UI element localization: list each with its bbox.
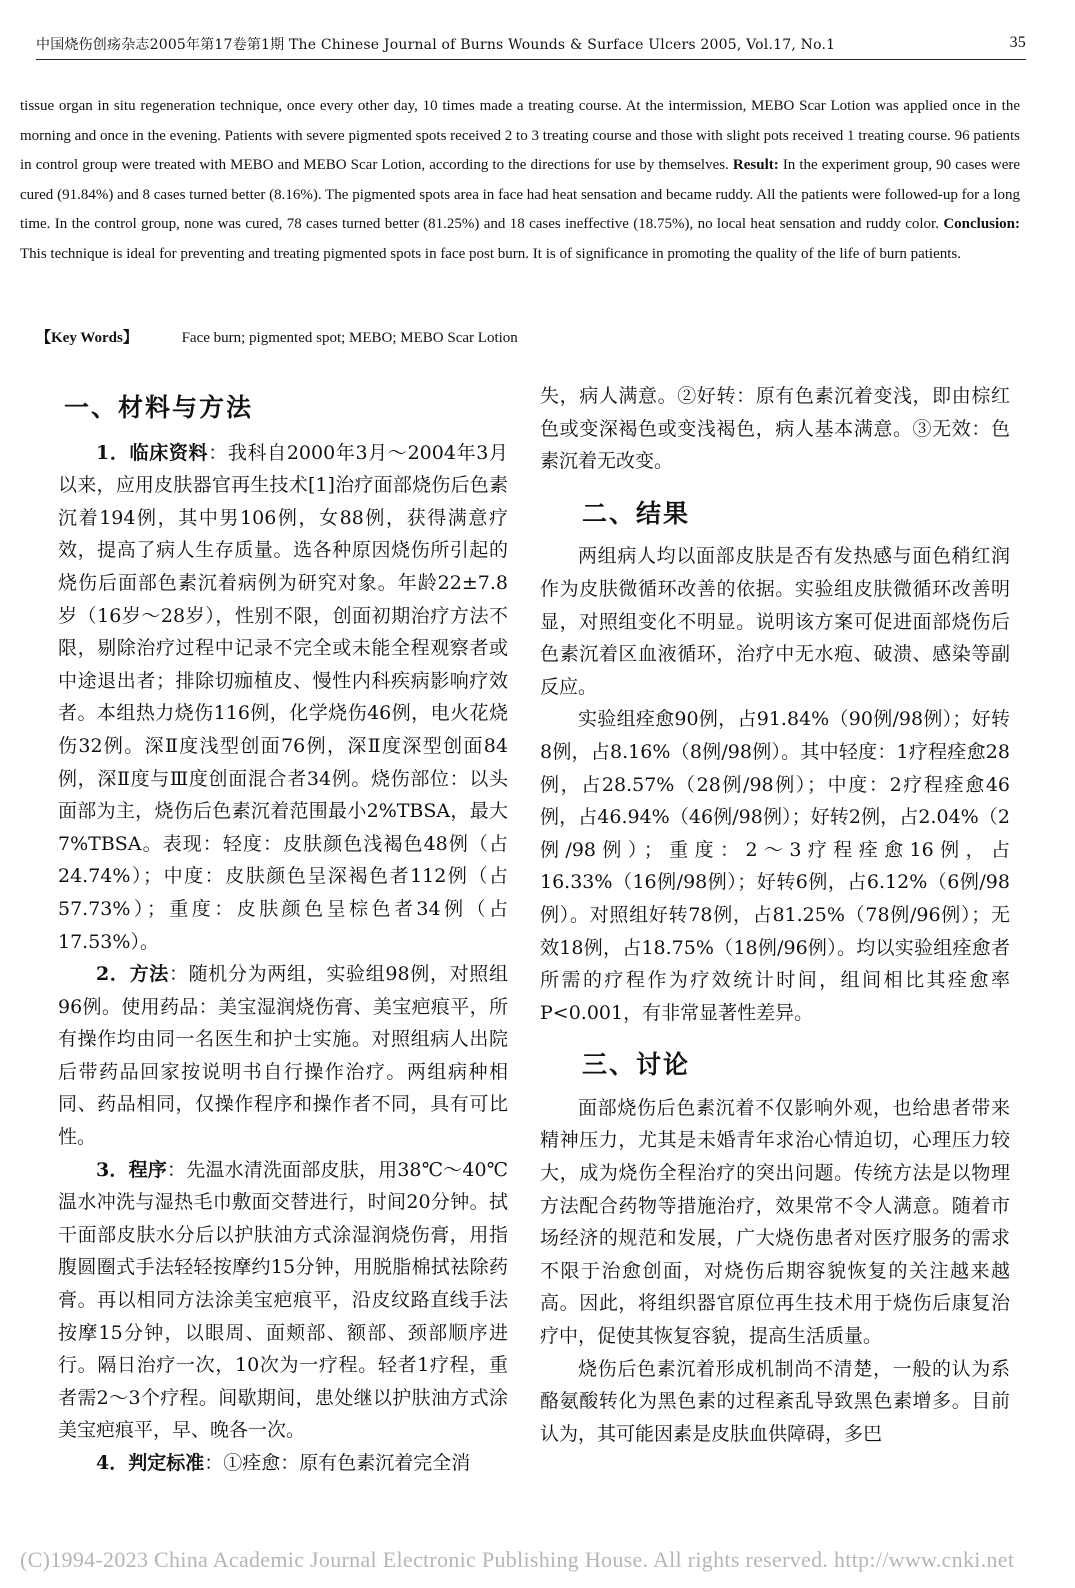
- subhead-method: 2．方法: [96, 963, 169, 986]
- conclusion-text: This technique is ideal for preventing and treating pigmented spots in face post burn. It is of significance in promoting the quality of the life of burn patients.: [20, 245, 962, 262]
- criteria-text: ：①痊愈：原有色素沉着完全消: [204, 1452, 471, 1474]
- paragraph-results-1: 两组病人均以面部皮肤是否有发热感与面色稍红润作为皮肤微循环改善的依据。实验组皮肤微循环改善明显，对照组变化不明显。说明该方案可促进面部烧伤后色素沉着区血液循环，治疗中无水疱、破溃、感染等副反应。: [540, 545, 1010, 698]
- paragraph-clinical-data: [58, 437, 508, 959]
- journal-citation: 中国烧伤创疡杂志2005年第17卷第1期 The Chinese Journal of Burns Wounds & Surface Ulcers 2005, Vol.17, No.1: [36, 37, 836, 53]
- paragraph-procedure: [58, 1154, 508, 1447]
- page-number: 35: [1009, 34, 1026, 51]
- english-abstract: [20, 92, 1020, 269]
- running-header: [36, 34, 1026, 60]
- method-text: ：随机分为两组，实验组98例，对照组96例。使用药品：美宝湿润烧伤膏、美宝疤痕平，所有操作均由同一名医生和护士实施。对照组病人出院后带药品回家按说明书自行操作治疗。两组病种相同、药品相同，仅操作程序和操作者不同，具有可比性。: [58, 963, 508, 1149]
- conclusion-label: Conclusion:: [943, 216, 1021, 232]
- section-heading-results: 二、结果: [582, 498, 691, 528]
- result-label: Result:: [732, 157, 779, 173]
- paragraph-method: [58, 958, 508, 1154]
- paragraph-criteria: [58, 1447, 508, 1480]
- section-heading-discussion: 三、讨论: [582, 1050, 691, 1080]
- result-text: In the experiment group, 90 cases were cured (91.84%) and 8 cases turned better (8.16%). The pigmented spots area in face had heat sensation and became ruddy. All the patients were followed-up for a long time. In the control group, none was cured, 78 cases turned better (81.25%) and 18 cases ineffective (18.75%), no local heat sensation and ruddy color.: [20, 157, 1021, 232]
- subhead-procedure: 3．程序: [96, 1158, 167, 1181]
- right-column: [540, 380, 1010, 1450]
- subhead-clinical-data: 1．临床资料: [96, 441, 209, 464]
- keywords-label: 【Key Words】: [36, 330, 138, 346]
- left-column: [58, 378, 508, 1480]
- procedure-text: ：先温水清洗面部皮肤，用38℃～40℃温水冲洗与湿热毛巾敷面交替进行，时间20分钟。拭干面部皮肤水分后以护肤油方式涂湿润烧伤膏，用指腹圆圈式手法轻轻按摩约15分钟，用脱脂棉拭祛除药膏。再以相同方法涂美宝疤痕平，沿皮纹路直线手法按摩15分钟，以眼周、面颊部、额部、颈部顺序进行。隔日治疗一次，10次为一疗程。轻者1疗程，重者需2～3个疗程。间歇期间，患处继以护肤油方式涂美宝疤痕平，早、晚各一次。: [58, 1158, 508, 1442]
- paragraph-discussion-2: 烧伤后色素沉着形成机制尚不清楚，一般的认为系酪氨酸转化为黑色素的过程紊乱导致黑色素增多。目前认为，其可能因素是皮肤血供障碍，多巴: [540, 1357, 1010, 1445]
- copyright-watermark: (C)1994-2023 China Academic Journal Electronic Publishing House. All rights reserved. http://www.cnki.net: [20, 1547, 1015, 1572]
- keywords-text: Face burn; pigmented spot; MEBO; MEBO Scar Lotion: [181, 330, 518, 346]
- section-heading-methods: 一、材料与方法: [64, 393, 254, 422]
- criteria-continued: 失，病人满意。②好转：原有色素沉着变浅，即由棕红色或变深褐色或变浅褐色，病人基本满意。③无效：色素沉着无改变。: [540, 385, 1010, 473]
- subhead-criteria: 4．判定标准: [96, 1452, 205, 1474]
- keywords: [36, 326, 1026, 347]
- abstract-methods-text: tissue organ in situ regeneration technique, once every other day, 10 times made a treating course. At the intermission, MEBO Scar Lotion was applied once in the morning and once in the evening. Patients with severe pigmented spots received 2 to 3 treating course and those with slight pots received 1 treating course. 96 patients in control group were treated with MEBO and MEBO Scar Lotion, according to the directions for use by themselves.: [20, 98, 1020, 173]
- clinical-data-text: ：我科自2000年3月～2004年3月以来，应用皮肤器官再生技术[1]治疗面部烧伤后色素沉着194例，其中男106例，女88例，获得满意疗效，提高了病人生存质量。选各种原因烧伤所引起的烧伤后面部色素沉着病例为研究对象。年龄22±7.8岁（16岁～28岁），性别不限，创面初期治疗方法不限，剔除治疗过程中记录不完全或未能全程观察者或中途退出者；排除切痂植皮、慢性内科疾病影响疗效者。本组热力烧伤116例，化学烧伤46例，电火花烧伤32例。深Ⅱ度浅型创面76例，深Ⅱ度深型创面84例，深Ⅱ度与Ⅲ度创面混合者34例。烧伤部位：以头面部为主，烧伤后色素沉着范围最小2%TBSA，最大7%TBSA。表现：轻度：皮肤颜色浅褐色48例（占24.74%）；中度：皮肤颜色呈深褐色者112例（占57.73%）；重度：皮肤颜色呈棕色者34例（占17.53%）。: [58, 441, 508, 953]
- paragraph-results-2: 实验组痊愈90例，占91.84%（90例/98例）；好转8例，占8.16%（8例/98例）。其中轻度：1疗程痊愈28例，占28.57%（28例/98例）；中度：2疗程痊愈46例，占46.94%（46例/98例）；好转2例，占2.04%（2例/98例）；重度：2～3疗程痊愈16例，占16.33%（16例/98例）；好转6例，占6.12%（6例/98例）。对照组好转78例，占81.25%（78例/96例）；无效18例，占18.75%（18例/96例）。均以实验组痊愈者所需的疗程作为疗效统计时间，组间相比其痊愈率P<0.001，有非常显著性差异。: [540, 708, 1010, 1024]
- paragraph-discussion-1: 面部烧伤后色素沉着不仅影响外观，也给患者带来精神压力，尤其是未婚青年求治心情迫切，心理压力较大，成为烧伤全程治疗的突出问题。传统方法是以物理方法配合药物等措施治疗，效果常不令人满意。随着市场经济的规范和发展，广大烧伤患者对医疗服务的需求不限于治愈创面，对烧伤后期容貌恢复的关注越来越高。因此，将组织器官原位再生技术用于烧伤后康复治疗中，促使其恢复容貌，提高生活质量。: [540, 1096, 1010, 1348]
